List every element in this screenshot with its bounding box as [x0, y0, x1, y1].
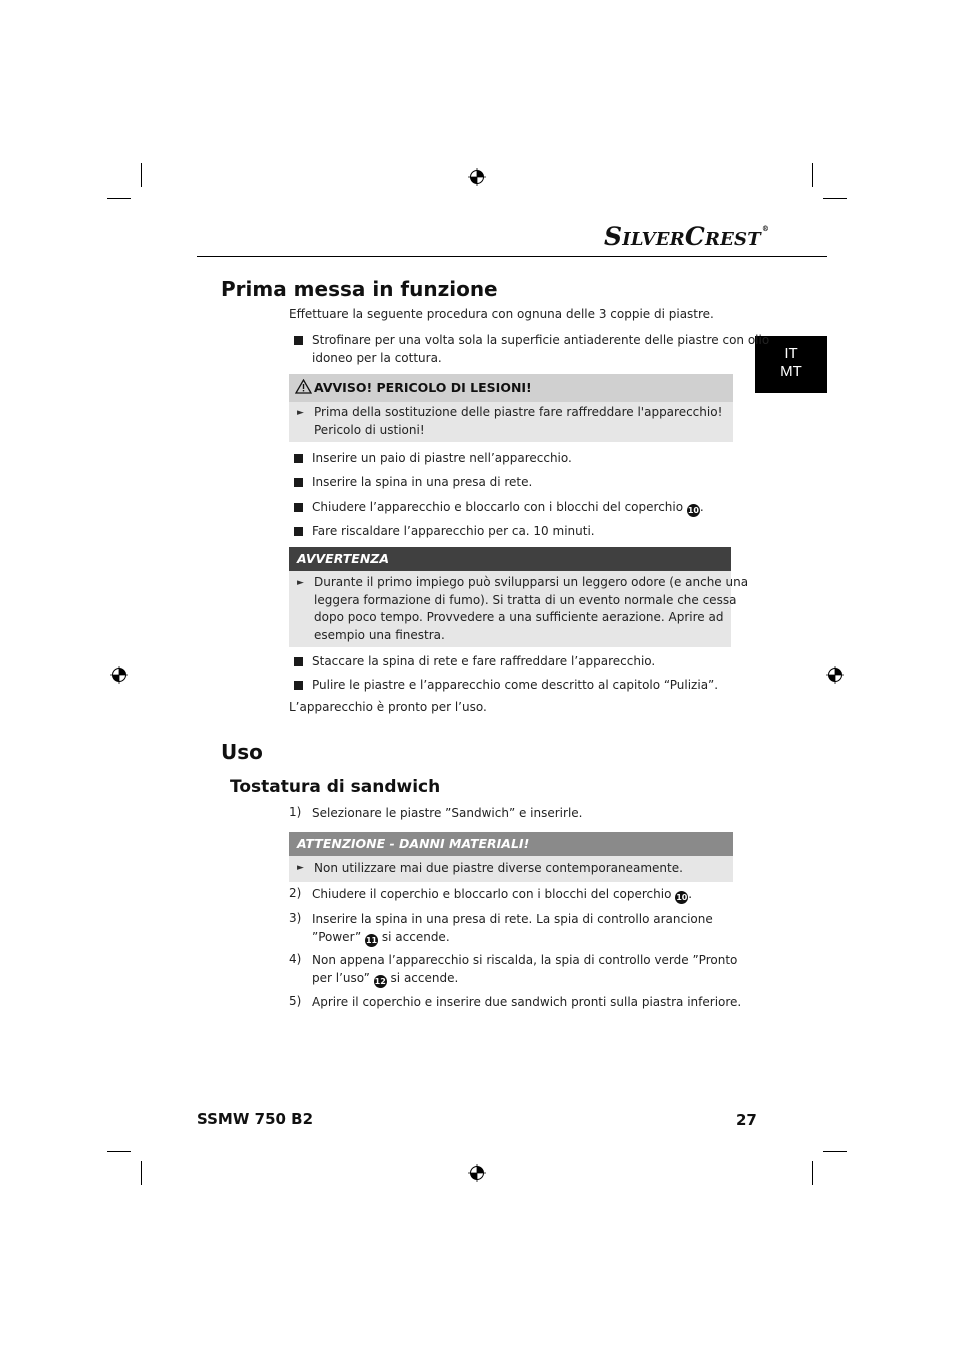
warning-title: AVVISO! PERICOLO DI LESIONI! [314, 380, 532, 395]
header-divider [197, 256, 827, 257]
bullet-icon [294, 478, 303, 487]
note-text [314, 574, 748, 644]
step-text: Aprire il coperchio e inserire due sandwich pronti sulla piastra inferiore. [312, 995, 742, 1009]
registered-mark: ® [761, 224, 770, 233]
crop-mark [812, 163, 813, 187]
logo-letter: S [604, 222, 623, 251]
note-header: AVVERTENZA [289, 547, 731, 571]
callout-number-icon: 10 [687, 506, 699, 515]
step-line: Non appena l’apparecchio si riscalda, la spia di controllo verde ”Pronto [312, 953, 738, 967]
step-text: Inserire un paio di piastre nell’apparecchio. [312, 451, 572, 465]
caution-text: Non utilizzare mai due piastre diverse contemporaneamente. [314, 861, 683, 875]
step-line: si accende. [390, 970, 459, 985]
step-line: per l’uso” [312, 970, 370, 985]
note-line: dopo poco tempo. Provvedere a una sufficiente aerazione. Aprire ad [314, 610, 724, 624]
step-text: Chiudere il coperchio e bloccarlo con i blocchi del coperchio 10. [312, 887, 693, 902]
step-text [312, 332, 769, 367]
warning-line: Pericolo di ustioni! [314, 422, 425, 437]
crop-mark [141, 163, 142, 187]
warning-header [289, 374, 733, 402]
model-number: SSMW 750 B2 [197, 1110, 314, 1128]
step-text: Staccare la spina di rete e fare raffreddare l’apparecchio. [312, 654, 656, 668]
note-line: esempio una finestra. [314, 627, 445, 642]
note-line: Durante il primo impiego può svilupparsi un leggero odore (e anche una [314, 575, 749, 589]
bullet-icon [294, 454, 303, 463]
warning-box [289, 374, 733, 442]
crop-mark [107, 1151, 131, 1152]
note-box [289, 547, 749, 647]
crop-mark [141, 1161, 142, 1185]
step-line: ”Power” [312, 929, 362, 944]
crop-mark [823, 1151, 847, 1152]
bullet-icon [294, 527, 303, 536]
section-title: Prima messa in funzione [221, 277, 498, 301]
arrow-icon: ► [297, 863, 304, 873]
bullet-icon [294, 681, 303, 690]
warning-body [289, 402, 733, 442]
step-text: Fare riscaldare l’apparecchio per ca. 10 minuti. [312, 524, 595, 538]
step-text [312, 952, 737, 988]
step-line: Inserire la spina in una presa di rete. La spia di controllo arancione [312, 912, 713, 926]
registration-mark-icon [468, 168, 486, 186]
bullet-icon [294, 657, 303, 666]
warning-triangle-icon [295, 379, 312, 394]
callout-number-icon: 12 [374, 976, 386, 986]
language-code: IT [784, 345, 798, 362]
warning-text [314, 404, 722, 439]
step-number: 4) [289, 952, 302, 966]
subsection-title: Tostatura di sandwich [230, 777, 441, 797]
ready-text: L’apparecchio è pronto per l’uso. [289, 700, 487, 714]
note-body [289, 571, 749, 647]
crop-mark [812, 1161, 813, 1185]
arrow-icon: ► [297, 578, 304, 588]
step-line: Strofinare per una volta sola la superficie antiaderente delle piastre con olio [312, 333, 770, 347]
step-text [312, 911, 713, 947]
step-line: Chiudere il coperchio e bloccarlo con i blocchi del coperchio [312, 887, 672, 901]
language-code: MT [780, 363, 802, 380]
crop-mark [107, 198, 131, 199]
callout-number-icon: 10 [676, 893, 688, 902]
step-number: 2) [289, 886, 302, 900]
step-text: Pulire le piastre e l’apparecchio come descritto al capitolo “Pulizia”. [312, 678, 719, 692]
logo-letter: C [684, 222, 705, 251]
warning-line: Prima della sostituzione delle piastre fare raffreddare l'apparecchio! [314, 405, 723, 419]
crop-mark [823, 198, 847, 199]
bullet-icon [294, 336, 303, 345]
page-number: 27 [736, 1111, 757, 1129]
step-number: 1) [289, 805, 302, 819]
step-text: Chiudere l’apparecchio e bloccarlo con i blocchi del coperchio 10. [312, 500, 704, 515]
note-line: leggera formazione di fumo). Si tratta di un evento normale che cessa [314, 592, 737, 607]
step-line: idoneo per la cottura. [312, 350, 442, 365]
brand-logo [604, 222, 769, 251]
caution-header: ATTENZIONE - DANNI MATERIALI! [289, 832, 733, 856]
registration-mark-icon [826, 666, 844, 684]
arrow-icon: ► [297, 408, 304, 418]
step-line: si accende. [381, 929, 450, 944]
registration-mark-icon [468, 1164, 486, 1182]
logo-text: REST [704, 229, 761, 250]
bullet-icon [294, 503, 303, 512]
registration-mark-icon [110, 666, 128, 684]
step-number: 3) [289, 911, 302, 925]
step-line: Chiudere l’apparecchio e bloccarlo con i blocchi del coperchio [312, 500, 684, 514]
step-number: 5) [289, 994, 302, 1008]
section-title: Uso [221, 740, 263, 764]
caution-body [289, 856, 733, 882]
step-text: Inserire la spina in una presa di rete. [312, 475, 533, 489]
caution-box [289, 832, 733, 882]
callout-number-icon: 11 [365, 935, 378, 945]
logo-text: ILVER [622, 229, 685, 250]
step-text: Selezionare le piastre ”Sandwich” e inserirle. [312, 806, 583, 820]
intro-text: Effettuare la seguente procedura con ognuna delle 3 coppie di piastre. [289, 307, 714, 321]
